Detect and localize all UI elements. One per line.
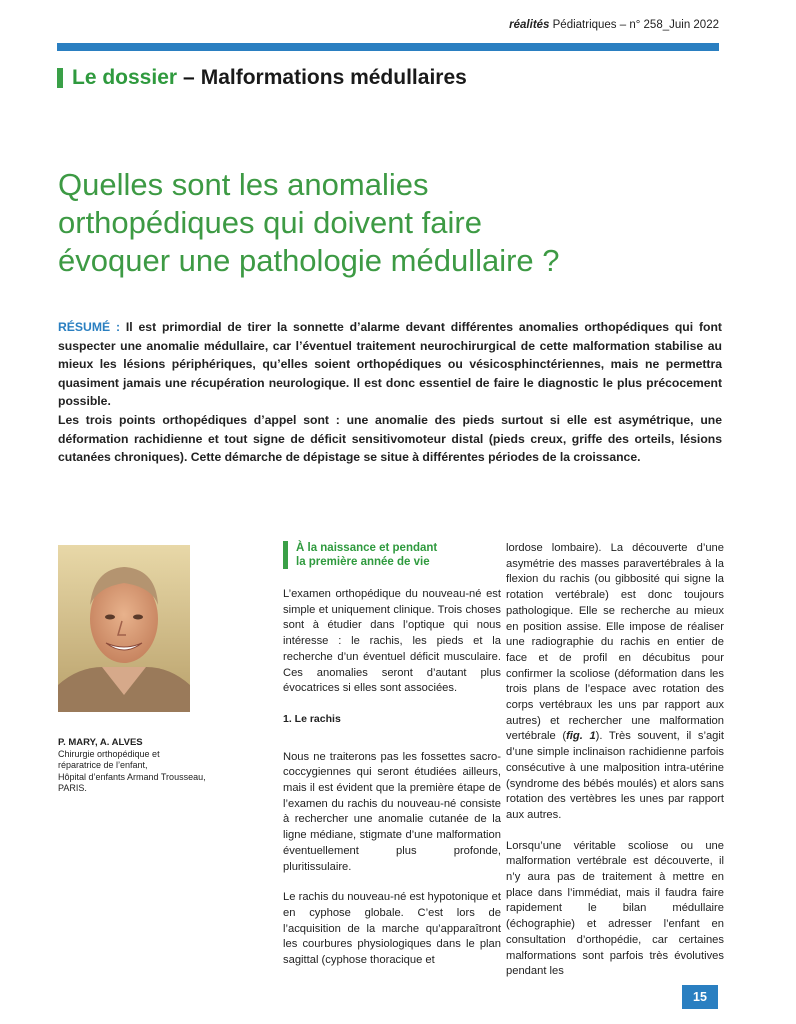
dossier-topic: Malformations médullaires bbox=[200, 66, 467, 89]
article-title bbox=[58, 166, 738, 280]
section-heading-line: À la naissance et pendant bbox=[296, 542, 438, 554]
section-heading-line: la première année de vie bbox=[296, 556, 430, 568]
author-portrait bbox=[58, 545, 190, 712]
author-affiliation: Hôpital d’enfants Armand Trousseau, bbox=[58, 771, 206, 782]
title-line: évoquer une pathologie médullaire ? bbox=[58, 242, 560, 278]
text-column-1 bbox=[283, 541, 501, 969]
author-affiliation: réparatrice de l’enfant, bbox=[58, 760, 148, 770]
dossier-bar bbox=[57, 68, 63, 88]
body-paragraph: Le rachis du nouveau-né est hypotonique et en cyphose globale. C’est lors de l’acquisition de la marche qu’apparaîtront les courbures physiologiques dans le plan sagittal (cyphose thoracique et bbox=[283, 891, 501, 967]
summary-text: Il est primordial de tirer la sonnette d’alarme devant différentes anomalies orthopédiques qui font suspecter une anomalie médullaire, car l’éventuel traitement neurochirurgical de cette malformation stabilise au mieux les lésions périphériques, qu’elles soient orthopédiques ou vésicosphinctériennes, mais ne permettra quasiment jamais une récupération neurologique. Il est donc essentiel de faire le diagnostic le plus précocement possible. bbox=[58, 320, 722, 409]
journal-brand: réalités bbox=[509, 19, 550, 31]
section-heading bbox=[283, 541, 501, 569]
top-rule bbox=[57, 43, 719, 51]
author-names: P. MARY, A. ALVES bbox=[58, 737, 143, 748]
dossier-label: Le dossier bbox=[72, 66, 178, 89]
figure-reference[interactable]: fig. 1 bbox=[566, 730, 596, 743]
title-line: orthopédiques qui doivent faire bbox=[58, 204, 482, 240]
title-line: Quelles sont les anomalies bbox=[58, 166, 429, 202]
body-text: lordose lombaire). La découverte d’une asymétrie des masses paravertébrales à la flexion du rachis (ou gibbosité qui signe la rotation vertébrale) est donc toujours pathologique. Elle se recherche au mieux en position assise. Elle impose de réaliser une radiographie du rachis en entier de face et de profil en décubitus pour confirmer la scoliose (déformation dans les trois plans de l’espace avec rotation des corps vertébraux les uns par rapport aux autres) et rechercher une malformation vertébrale ( bbox=[506, 542, 724, 743]
dossier-separator: – bbox=[183, 66, 195, 89]
running-head bbox=[509, 19, 719, 31]
body-paragraph: Lorsqu’une véritable scoliose ou une malformation vertébrale est découverte, il n’y aura pas de traitement à mettre en place dans l’immédiat, mais il faudra faire rapidement le bilan médullaire (échographie) et adresser l’enfant en consultation d’orthopédie, car certaines malformations sont parfois très évolutives pendant les bbox=[506, 839, 724, 978]
summary-paragraph: Les trois points orthopédiques d’appel sont : une anomalie des pieds surtout si elle est asymétrique, une déformation rachidienne et tout signe de déficit sensitivomoteur distal (pieds creux, griffe des orteils, lésions cutanées chroniques). Cette démarche de dépistage se situe à différentes périodes de la croissance. bbox=[58, 412, 722, 465]
author-affiliation: Chirurgie orthopédique et bbox=[58, 748, 160, 759]
subsection-heading: 1. Le rachis bbox=[283, 712, 341, 725]
author-block bbox=[58, 737, 258, 795]
page-number: 15 bbox=[682, 985, 718, 1009]
body-paragraph: L’examen orthopédique du nouveau-né est simple et uniquement clinique. Trois choses sont à étudier dans l’optique qui nous intéresse : le rachis, les pieds et la recherche d’un éventuel déficit musculaire. Ces anomalies seront d’autant plus évocatrices si elles sont associées. bbox=[283, 588, 501, 695]
summary-paragraph bbox=[58, 318, 722, 411]
summary-label: RÉSUMÉ : bbox=[58, 320, 121, 334]
body-text: ). Très souvent, il s’agit d’une simple inclinaison rachidienne parfois consécutive à une malposition intra-utérine (syndrome des bébés moulés) et alors sans rotation des vertèbres les unes par rapport aux autres. bbox=[506, 730, 725, 821]
section-bar bbox=[283, 541, 288, 569]
author-city: PARIS. bbox=[58, 783, 87, 793]
text-column-2 bbox=[506, 541, 724, 980]
journal-issue: Pédiatriques – n° 258_Juin 2022 bbox=[549, 19, 719, 31]
author-photo bbox=[58, 545, 190, 712]
body-paragraph: Nous ne traiterons pas les fossettes sacro-coccygiennes qui seront étudiées ailleurs, mais il est évident que la première étape de l’examen du rachis du nouveau-né consiste à rechercher une anomalie cutanée de la ligne médiane, stigmate d’une malformation éventuellement plus profonde, pluritissulaire. bbox=[283, 750, 501, 873]
summary bbox=[58, 318, 722, 467]
dossier-heading bbox=[57, 66, 467, 90]
body-paragraph bbox=[506, 541, 724, 824]
